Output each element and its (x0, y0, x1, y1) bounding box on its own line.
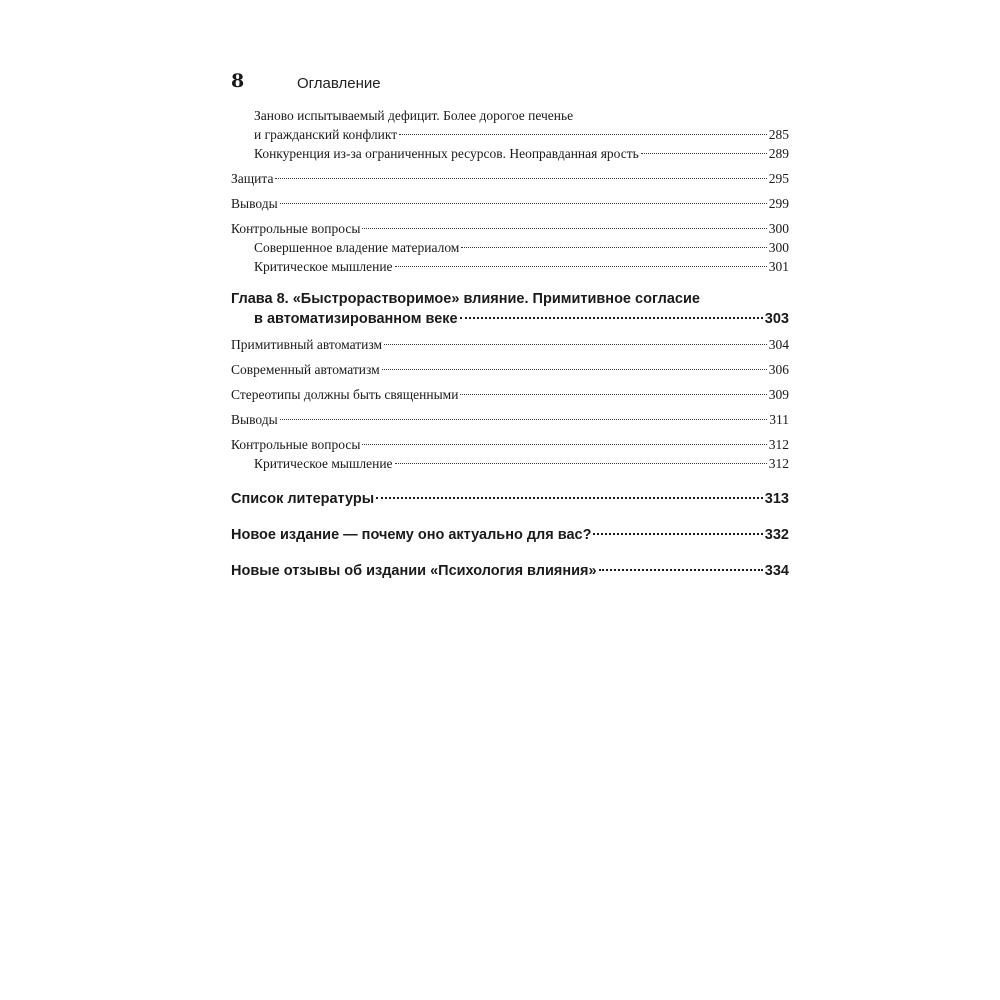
toc-entry (231, 435, 789, 454)
toc-entry (231, 194, 789, 213)
toc-entry-title: Защита (231, 171, 274, 186)
dot-leader (399, 134, 767, 135)
toc-section-title: Новые отзывы об издании «Психология влияния» (231, 563, 597, 579)
toc-page-number: 306 (768, 362, 789, 377)
toc-entry-title: Современный автоматизм (231, 362, 380, 377)
table-of-contents (231, 106, 789, 581)
toc-page-number: 303 (764, 311, 789, 327)
dot-leader (593, 533, 762, 535)
dot-leader (376, 497, 763, 499)
running-head: Оглавление (297, 75, 381, 92)
toc-entry (231, 144, 789, 163)
toc-entry-title: Контрольные вопросы (231, 221, 361, 236)
toc-page-number: 334 (764, 563, 789, 579)
toc-page-number: 300 (768, 240, 789, 255)
dot-leader (362, 444, 766, 445)
toc-entry-title-line2: и гражданский конфликт (254, 127, 398, 142)
dot-leader (395, 463, 767, 464)
toc-entry-title: Критическое мышление (254, 259, 393, 274)
toc-page-number: 300 (768, 221, 789, 236)
toc-entry-title: Критическое мышление (254, 456, 393, 471)
dot-leader (641, 153, 767, 154)
dot-leader (362, 228, 766, 229)
toc-entry-title: Выводы (231, 412, 278, 427)
toc-entry (231, 219, 789, 238)
toc-section-title: Новое издание — почему оно актуально для вас? (231, 527, 592, 543)
toc-page-number: 295 (768, 171, 789, 186)
toc-entry-title: Примитивный автоматизм (231, 337, 383, 352)
toc-chapter-title-line2: в автоматизированном веке (254, 311, 458, 327)
toc-chapter-line2 (231, 309, 789, 329)
toc-chapter-entry (231, 289, 789, 329)
toc-entry (231, 385, 789, 404)
toc-page-number: 332 (764, 527, 789, 543)
dot-leader (460, 317, 763, 319)
dot-leader (395, 266, 767, 267)
toc-page-number: 289 (768, 146, 789, 161)
toc-page-number: 312 (768, 437, 789, 452)
toc-entry (231, 410, 789, 429)
toc-page-number: 313 (764, 491, 789, 507)
toc-page-number: 312 (768, 456, 789, 471)
toc-entry-title: Контрольные вопросы (231, 437, 361, 452)
dot-leader (280, 203, 767, 204)
toc-page-number: 304 (768, 337, 789, 352)
page-number: 8 (231, 70, 245, 92)
toc-entry (231, 106, 789, 144)
dot-leader (384, 344, 767, 345)
toc-section-entry (231, 561, 789, 581)
toc-entry-title: Выводы (231, 196, 278, 211)
toc-chapter-title-line1: Глава 8. «Быстрорастворимое» влияние. Примитивное согласие (231, 291, 700, 307)
toc-entry (231, 360, 789, 379)
toc-section-entry (231, 525, 789, 545)
toc-page-number: 309 (768, 387, 789, 402)
toc-entry-line2 (254, 125, 789, 144)
toc-page-number: 285 (768, 127, 789, 142)
toc-page-number: 311 (769, 412, 789, 427)
toc-entry (231, 335, 789, 354)
dot-leader (461, 247, 766, 248)
dot-leader (275, 178, 766, 179)
dot-leader (280, 419, 768, 420)
toc-entry-title-line1: Заново испытываемый дефицит. Более дорогое печенье (254, 108, 574, 123)
dot-leader (599, 569, 763, 571)
toc-entry (231, 238, 789, 257)
toc-section-entry (231, 489, 789, 509)
toc-section-title: Список литературы (231, 491, 375, 507)
toc-entry (231, 257, 789, 276)
toc-page-number: 299 (768, 196, 789, 211)
toc-entry (231, 169, 789, 188)
toc-entry-title: Совершенное владение материалом (254, 240, 460, 255)
toc-entry-title: Конкуренция из-за ограниченных ресурсов. Неоправданная ярость (254, 146, 639, 161)
toc-entry-title: Стереотипы должны быть священными (231, 387, 459, 402)
dot-leader (460, 394, 766, 395)
toc-entry (231, 454, 789, 473)
dot-leader (382, 369, 767, 370)
toc-page-number: 301 (768, 259, 789, 274)
